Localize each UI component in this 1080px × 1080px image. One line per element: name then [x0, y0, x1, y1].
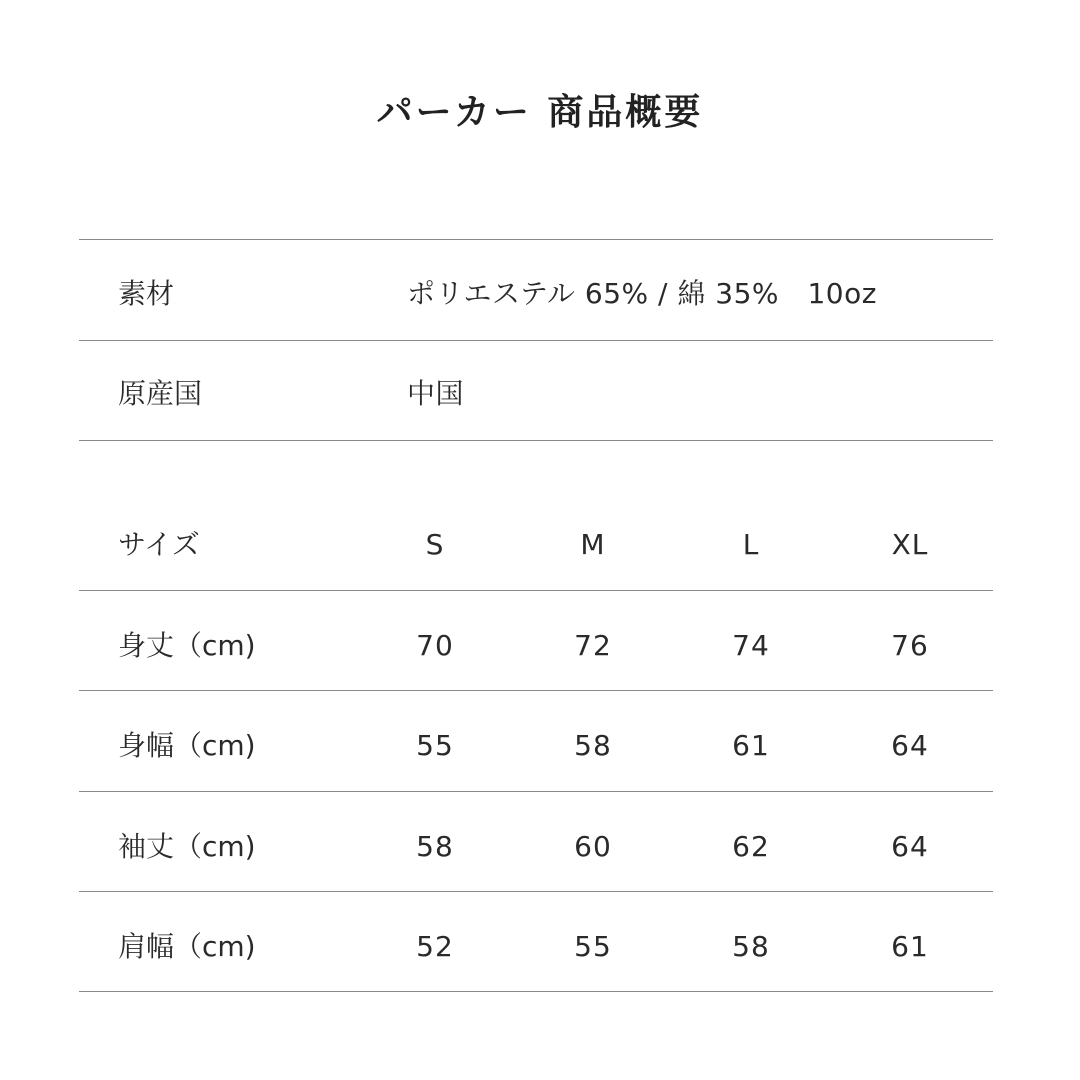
info-top-rule [79, 239, 993, 240]
table-cell: 72 [574, 629, 612, 662]
table-cell: 70 [416, 629, 454, 662]
origin-value: 中国 [407, 377, 465, 410]
size-header-xl: XL [891, 528, 929, 561]
table-cell: 61 [891, 930, 929, 963]
size-table-rule [79, 690, 993, 691]
table-cell: 76 [891, 629, 929, 662]
material-value: ポリエステル 65% / 綿 35% 10oz [407, 277, 877, 310]
table-cell: 58 [732, 930, 770, 963]
table-cell: 58 [574, 729, 612, 762]
origin-label: 原産国 [118, 377, 203, 410]
table-cell: 60 [574, 830, 612, 863]
table-cell: 55 [416, 729, 454, 762]
table-cell: 58 [416, 830, 454, 863]
size-header-label: サイズ [118, 528, 200, 561]
row-label-shoulder-width: 肩幅（cm) [118, 930, 256, 963]
size-header-m: M [580, 528, 606, 561]
row-label-sleeve-length: 袖丈（cm) [118, 830, 256, 863]
table-cell: 64 [891, 729, 929, 762]
table-cell: 64 [891, 830, 929, 863]
table-cell: 55 [574, 930, 612, 963]
page-title: パーカー 商品概要 [376, 92, 704, 133]
size-table-rule [79, 991, 993, 992]
size-table-rule [79, 791, 993, 792]
size-table-rule [79, 590, 993, 591]
table-cell: 74 [732, 629, 770, 662]
table-cell: 62 [732, 830, 770, 863]
size-header-s: S [425, 528, 445, 561]
size-table-rule [79, 891, 993, 892]
size-header-l: L [742, 528, 760, 561]
row-label-body-length: 身丈（cm) [118, 629, 256, 662]
table-cell: 52 [416, 930, 454, 963]
material-label: 素材 [118, 277, 175, 310]
table-cell: 61 [732, 729, 770, 762]
info-bottom-rule [79, 440, 993, 441]
row-label-body-width: 身幅（cm) [118, 729, 256, 762]
info-mid-rule [79, 340, 993, 341]
